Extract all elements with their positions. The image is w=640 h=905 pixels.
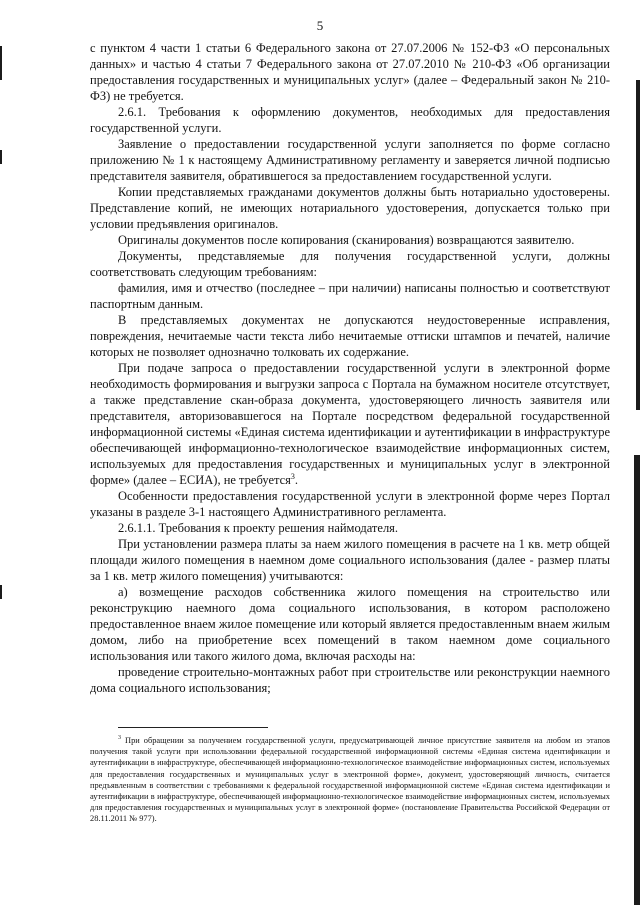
- footnote-text: При обращении за получением государственной услуги, предусматривающей личное присутствие заявителя на любом из этапов получения такой услуги при использовании федеральной государственной информационной системы «Единая система идентификации и аутентификации в инфраструктуре, обеспечивающей информационно-технологическое взаимодействие информационных систем, используемых для предоставления государственных и муниципальных услуг в электронной форме», документ, удостоверяющий личность, считается предъявленным в соответствии с требованиями к федеральной государственной информационной системе «Единая система идентификации и аутентификации в инфраструктуре, обеспечивающей информационно-технологическое взаимодействие информационных систем, используемых для предоставления государственных и муниципальных услуг в электронной форме» (постановление Правительства Российской Федерации от 28.11.2011 № 977).: [90, 736, 610, 824]
- paragraph: [90, 488, 610, 520]
- paragraph-text: Оригиналы документов после копирования (сканирования) возвращаются заявителю.: [118, 233, 575, 247]
- paragraph-text: проведение строительно-монтажных работ при строительстве или реконструкции наемного дома социального использования;: [90, 665, 610, 695]
- page-number: 5: [316, 18, 324, 33]
- paragraph: [90, 664, 610, 696]
- scan-edge-mark: [636, 80, 640, 410]
- paragraph: [90, 104, 610, 136]
- paragraph: [90, 232, 610, 248]
- scan-edge-mark: [0, 46, 2, 80]
- document-body: [90, 40, 610, 696]
- paragraph: [90, 536, 610, 584]
- paragraph: [90, 40, 610, 104]
- paragraph-text: а) возмещение расходов собственника жилого помещения на строительство или реконструкцию наемного дома социального использования, в котором расположено предоставленное внаем жилое помещение или который является предоставленным внаем жилым домом, либо на приобретение всех помещений в таком наемном доме социального использования или такого жилого дома, включая расходы на:: [90, 585, 610, 663]
- paragraph-text: В представляемых документах не допускаются неудостоверенные исправления, повреждения, нечитаемые части текста либо нечитаемые оттиски штампов и печатей, наличие которых не позволяет однозначно толковать их содержание.: [90, 313, 610, 359]
- paragraph: [90, 584, 610, 664]
- paragraph-text: 2.6.1.1. Требования к проекту решения наймодателя.: [118, 521, 399, 535]
- scan-edge-mark: [634, 455, 640, 905]
- paragraph: [90, 312, 610, 360]
- scan-edge-mark: [0, 585, 2, 599]
- paragraph-text: 2.6.1. Требования к оформлению документов, необходимых для предоставления государственной услуги.: [90, 105, 610, 135]
- paragraph: [90, 360, 610, 488]
- paragraph: [90, 184, 610, 232]
- paragraph: [90, 136, 610, 184]
- scan-edge-mark: [0, 150, 2, 164]
- footnote-paragraph: [90, 735, 610, 825]
- paragraph-text: При подаче запроса о предоставлении государственной услуги в электронной форме необходимость формирования и выгрузки запроса с Портала на бумажном носителе отсутствует, а также представление скан-образа документа, удостоверяющего личность заявителя или представителя, авторизовавшегося на Портале посредством федеральной государственной информационной системы «Единая система идентификации и аутентификации в инфраструктуре обеспечивающей информационно-технологическое взаимодействие информационных систем, используемых для предоставления государственных и муниципальных услуг в электронной форме» (далее – ЕСИА), не требуется: [90, 361, 610, 487]
- footnote-marker: 3: [118, 735, 121, 742]
- paragraph-text: При установлении размера платы за наем жилого помещения в расчете на 1 кв. метр общей площади жилого помещения в наемном доме социального использования (далее - размер платы за 1 кв. метр жилого помещения) учитываются:: [90, 537, 610, 583]
- footnote: [90, 735, 610, 825]
- paragraph-text: фамилия, имя и отчество (последнее – при наличии) написаны полностью и соответствуют паспортным данным.: [90, 281, 610, 311]
- paragraph: [90, 248, 610, 280]
- paragraph-text: Особенности предоставления государственной услуги в электронной форме через Портал указаны в разделе 3-1 настоящего Административного регламента.: [90, 489, 610, 519]
- footnote-divider: [118, 727, 268, 728]
- paragraph-end: .: [294, 473, 299, 487]
- paragraph-text: с пунктом 4 части 1 статьи 6 Федерального закона от 27.07.2006 № 152-ФЗ «О персональных данных» и частью 4 статьи 7 Федерального закона от 27.07.2010 № 210-ФЗ «Об организации предоставления государственных и муниципальных услуг» (далее – Федеральный закон № 210-ФЗ) не требуется.: [90, 41, 610, 103]
- paragraph: [90, 280, 610, 312]
- paragraph-text: Документы, представляемые для получения государственной услуги, должны соответствовать следующим требованиям:: [90, 249, 610, 279]
- footnote-reference: 3: [290, 471, 295, 481]
- paragraph-text: Заявление о предоставлении государственной услуги заполняется по форме согласно приложению № 1 к настоящему Административному регламенту и заверяется личной подписью представителя заявителя, обратившегося за предоставлением государственной услуги.: [90, 137, 610, 183]
- paragraph-text: Копии представляемых гражданами документов должны быть нотариально удостоверены. Представление копий, не имеющих нотариального удостоверения, допускается только при условии предъявления оригиналов.: [90, 185, 610, 231]
- paragraph: [90, 520, 610, 536]
